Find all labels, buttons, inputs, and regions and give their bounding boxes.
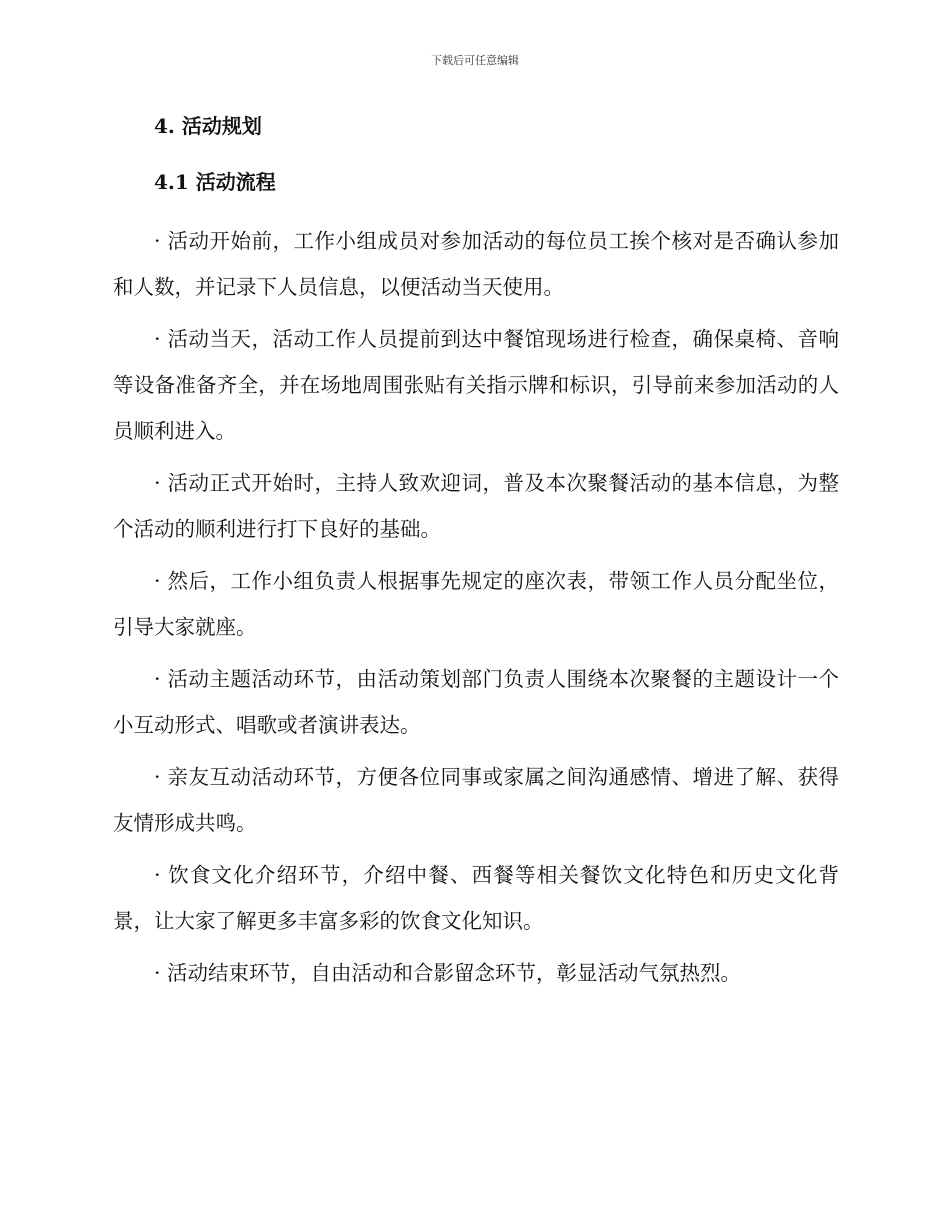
paragraph-food-culture: · 饮食文化介绍环节，介绍中餐、西餐等相关餐饮文化特色和历史文化背景，让大家了解更多丰富多彩的饮食文化知识。: [113, 863, 839, 933]
paragraph-closing: · 活动结束环节，自由活动和合影留念环节，彰显活动气氛热烈。: [154, 961, 742, 985]
paragraph-setup: · 活动当天，活动工作人员提前到达中餐馆现场进行检查，确保桌椅、音响等设备准备齐全，并在场地周围张贴有关指示牌和标识，引导前来参加活动的人员顺利进入。: [113, 327, 839, 443]
paragraph-family-interaction: · 亲友互动活动环节，方便各位同事或家属之间沟通感情、增进了解、获得友情形成共鸣。: [113, 765, 839, 835]
document-body: [113, 112, 839, 1002]
paragraph-opening: · 活动正式开始时，主持人致欢迎词，普及本次聚餐活动的基本信息，为整个活动的顺利进行打下良好的基础。: [113, 471, 839, 541]
paragraph-theme-activity: · 活动主题活动环节，由活动策划部门负责人围绕本次聚餐的主题设计一个小互动形式、唱歌或者演讲表达。: [113, 667, 839, 737]
page-header-note: 下载后可任意编辑: [431, 54, 519, 67]
paragraph-prep: · 活动开始前，工作小组成员对参加活动的每位员工挨个核对是否确认参加和人数，并记录下人员信息，以便活动当天使用。: [113, 229, 839, 299]
paragraph-seating: · 然后，工作小组负责人根据事先规定的座次表，带领工作人员分配坐位，引导大家就座。: [113, 569, 839, 639]
subsection-heading: 4.1 活动流程: [154, 170, 276, 194]
section-heading: 4. 活动规划: [154, 114, 262, 138]
